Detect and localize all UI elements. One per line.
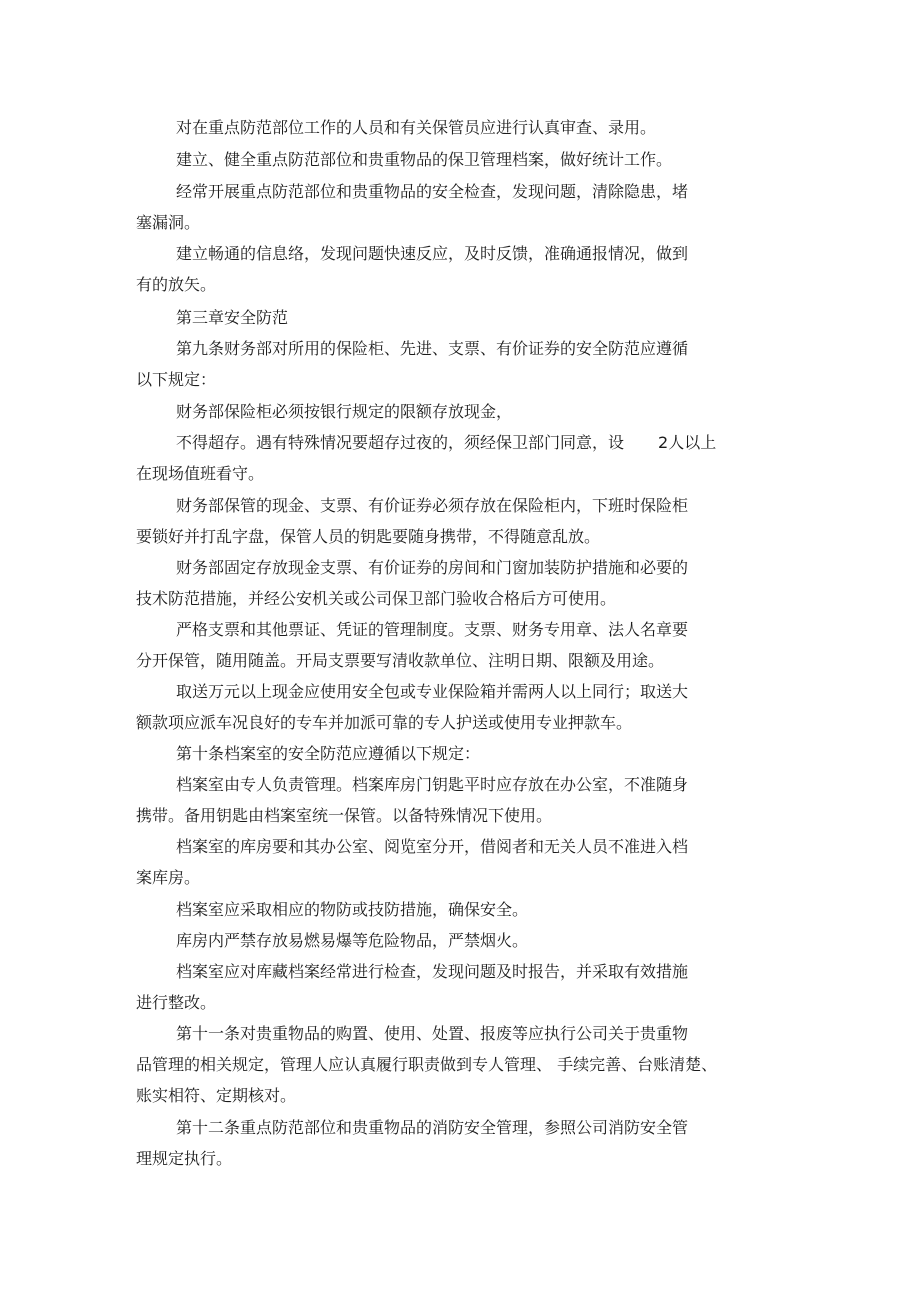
paragraph-line [136,427,776,458]
paragraph [136,1112,776,1174]
paragraph-line: 进行整改。 [136,993,217,1012]
paragraph [136,333,776,395]
paragraph [136,176,776,238]
chapter-heading [136,302,776,333]
paragraph [136,956,776,1018]
paragraph-line: 档案室的库房要和其办公室、阅览室分开，借阅者和无关人员不准进入档 [176,837,689,856]
paragraph-line: 分开保管，随用随盖。开局支票要写清收款单位、注明日期、限额及用途。 [136,651,665,670]
paragraph [136,738,776,769]
paragraph [136,490,776,552]
paragraph-line: 财务部保险柜必须按银行规定的限额存放现金， [176,402,513,421]
paragraph-line: 建立畅通的信息络，发现问题快速反应，及时反馈，准确通报情况，做到 [176,244,689,263]
paragraph-line: 对在重点防范部位工作的人员和有关保管员应进行认真审查、录用。 [176,118,657,137]
paragraph [136,396,776,427]
paragraph-line: 技术防范措施，并经公安机关或公司保卫部门验收合格后方可使用。 [136,589,617,608]
paragraph-line: 第十一条对贵重物品的购置、使用、处置、报废等应执行公司关于贵重物 [176,1024,689,1043]
paragraph-line: 库房内严禁存放易燃易爆等危险物品，严禁烟火。 [176,931,529,950]
paragraph [136,614,776,676]
paragraph-line: 携带。备用钥匙由档案室统一保管。以备特殊情况下使用。 [136,806,553,825]
paragraph [136,1018,776,1111]
paragraph-line: 案库房。 [136,868,201,887]
paragraph-line: 账实相符、定期核对。 [136,1086,297,1105]
paragraph-line: 第九条财务部对所用的保险柜、先进、支票、有价证券的安全防范应遵循 [176,339,689,358]
paragraph [136,427,776,489]
paragraph-line: 经常开展重点防范部位和贵重物品的安全检查，发现问题，清除隐患，堵 [176,182,689,201]
paragraph-line: 品管理的相关规定，管理人应认真履行职责做到专人管理、 手续完善、台账清楚、 [136,1055,718,1074]
line-text: 2人以上 [658,433,717,452]
paragraph-line: 塞漏洞。 [136,213,201,232]
paragraph-line: 严格支票和其他票证、凭证的管理制度。支票、财务专用章、法人名章要 [176,620,689,639]
paragraph-line: 取送万元以上现金应使用安全包或专业保险箱并需两人以上同行；取送大 [176,682,689,701]
paragraph [136,238,776,300]
paragraph-line: 建立、健全重点防范部位和贵重物品的保卫管理档案，做好统计工作。 [176,150,673,169]
paragraph [136,144,776,175]
paragraph-line: 要锁好并打乱字盘，保管人员的钥匙要随身携带，不得随意乱放。 [136,527,601,546]
paragraph [136,676,776,738]
paragraph-line: 在现场值班看守。 [136,464,265,483]
paragraph-line: 第十二条重点防范部位和贵重物品的消防安全管理，参照公司消防安全管 [176,1118,689,1137]
paragraph-line: 档案室由专人负责管理。档案库房门钥匙平时应存放在办公室，不准随身 [176,775,689,794]
paragraph-line: 以下规定： [136,370,217,389]
paragraph [136,894,776,925]
line-text: 不得超存。遇有特殊情况要超存过夜的，须经保卫部门同意，设 [176,433,625,452]
paragraph-line: 额款项应派车况良好的专车并加派可靠的专人护送或使用专业押款车。 [136,713,633,732]
paragraph [136,552,776,614]
paragraph-line: 有的放矢。 [136,275,217,294]
paragraph [136,112,776,143]
paragraph [136,769,776,831]
paragraph-line: 第三章安全防范 [176,308,289,327]
paragraph-line: 财务部保管的现金、支票、有价证券必须存放在保险柜内，下班时保险柜 [176,496,689,515]
paragraph-line: 理规定执行。 [136,1149,233,1168]
paragraph-line: 档案室应对库藏档案经常进行检查，发现问题及时报告，并采取有效措施 [176,962,689,981]
paragraph [136,925,776,956]
paragraph [136,831,776,893]
paragraph-line: 第十条档案室的安全防范应遵循以下规定： [176,744,481,763]
paragraph-line: 档案室应采取相应的物防或技防措施，确保安全。 [176,900,529,919]
paragraph-line: 财务部固定存放现金支票、有价证券的房间和门窗加装防护措施和必要的 [176,558,689,577]
